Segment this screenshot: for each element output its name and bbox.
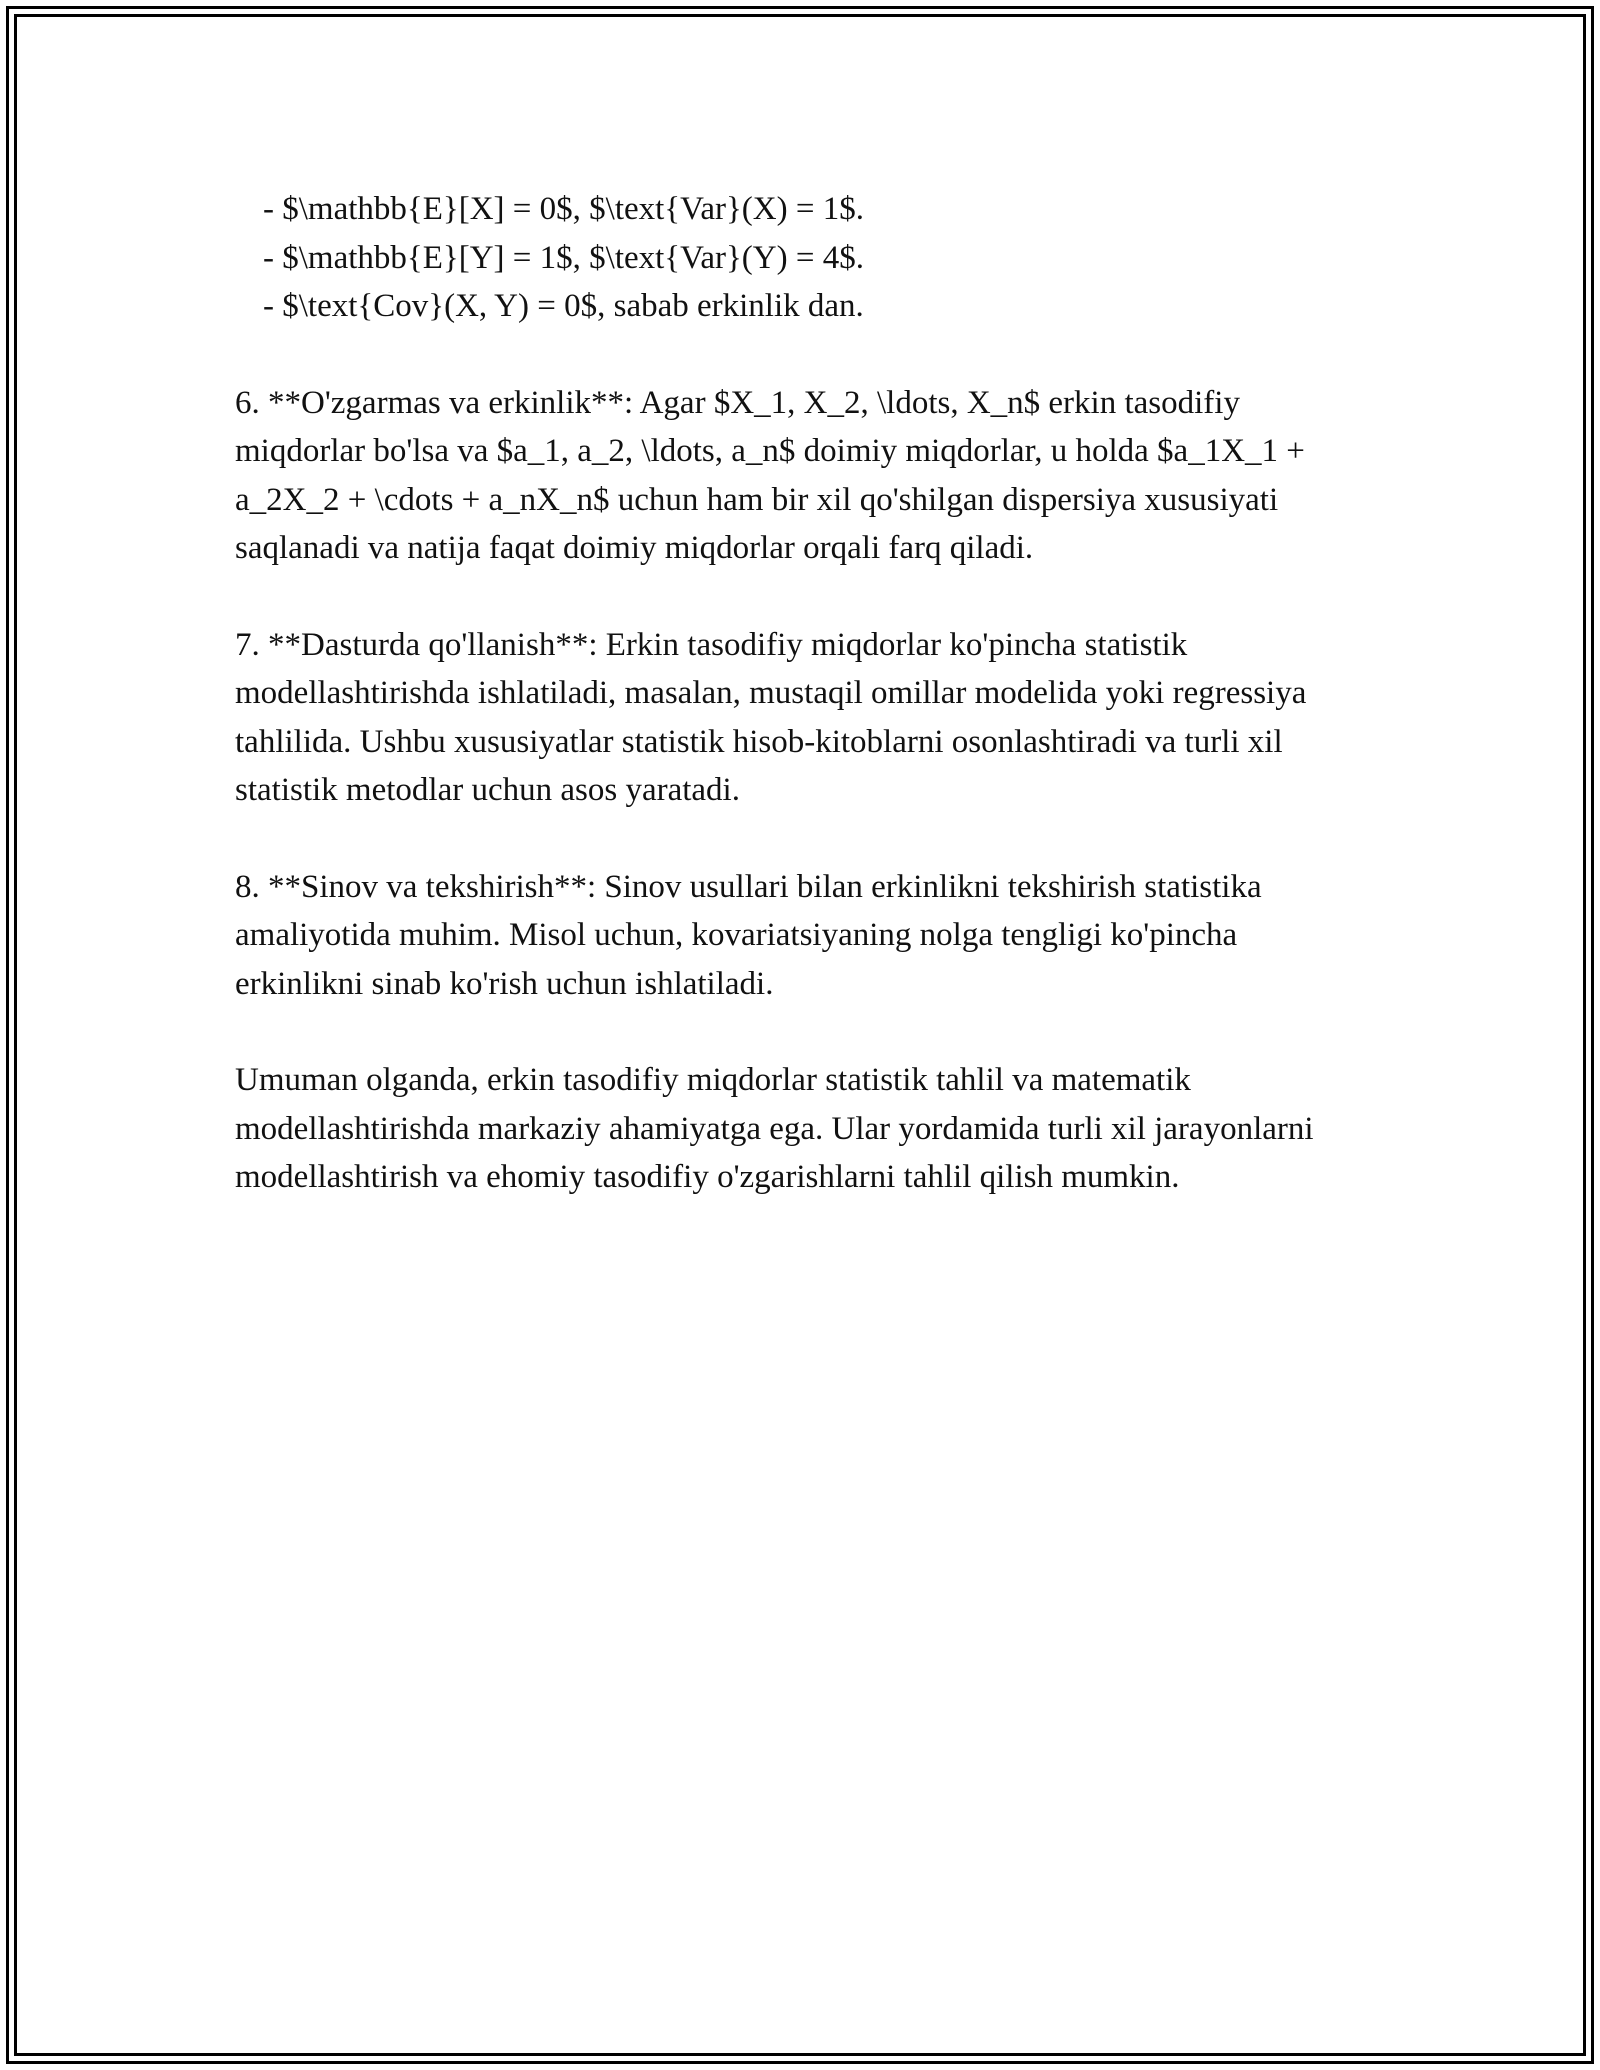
bullet-covariance: - $\text{Cov}(X, Y) = 0$, sabab erkinlik dan. [263,288,864,324]
bullet-expectation-variance-x: - $\mathbb{E}[X] = 0$, $\text{Var}(X) = 1$. [263,191,864,227]
paragraph-item-7: 7. **Dasturda qo'llanish**: Erkin tasodifiy miqdorlar ko'pincha statistik modellashtirishda ishlatiladi, masalan, mustaqil omillar modelida yoki regressiya tahlilida. Ushbu xususiyatlar statistik hisob-kitoblarni osonlashtiradi va turli xil statistik metodlar uchun asos yaratadi. [235,626,1307,808]
document-body [235,185,1365,1202]
paragraph-item-6: 6. **O'zgarmas va erkinlik**: Agar $X_1, X_2, \ldots, X_n$ erkin tasodifiy miqdorlar bo'lsa va $a_1, a_2, \ldots, a_n$ doimiy miqdorlar, u holda $a_1X_1 + a_2X_2 + \cdots + a_nX_n$ uchun ham bir xil qo'shilgan dispersiya xususiyati saqlanadi va natija faqat doimiy miqdorlar orqali farq qiladi. [235,384,1305,566]
bullet-expectation-variance-y: - $\mathbb{E}[Y] = 1$, $\text{Var}(Y) = 4$. [263,239,864,276]
paragraph-conclusion: Umuman olganda, erkin tasodifiy miqdorlar statistik tahlil va matematik modellashtirishda markaziy ahamiyatga ega. Ular yordamida turli xil jarayonlarni modellashtirish va ehomiy tasodifiy o'zgarishlarni tahlil qilish mumkin. [235,1062,1314,1195]
paragraph-item-8: 8. **Sinov va tekshirish**: Sinov usullari bilan erkinlikni tekshirish statistika amaliyotida muhim. Misol uchun, kovariatsiyaning nolga tengligi ko'pincha erkinlikni sinab ko'rish uchun ishlatiladi. [235,868,1262,1002]
